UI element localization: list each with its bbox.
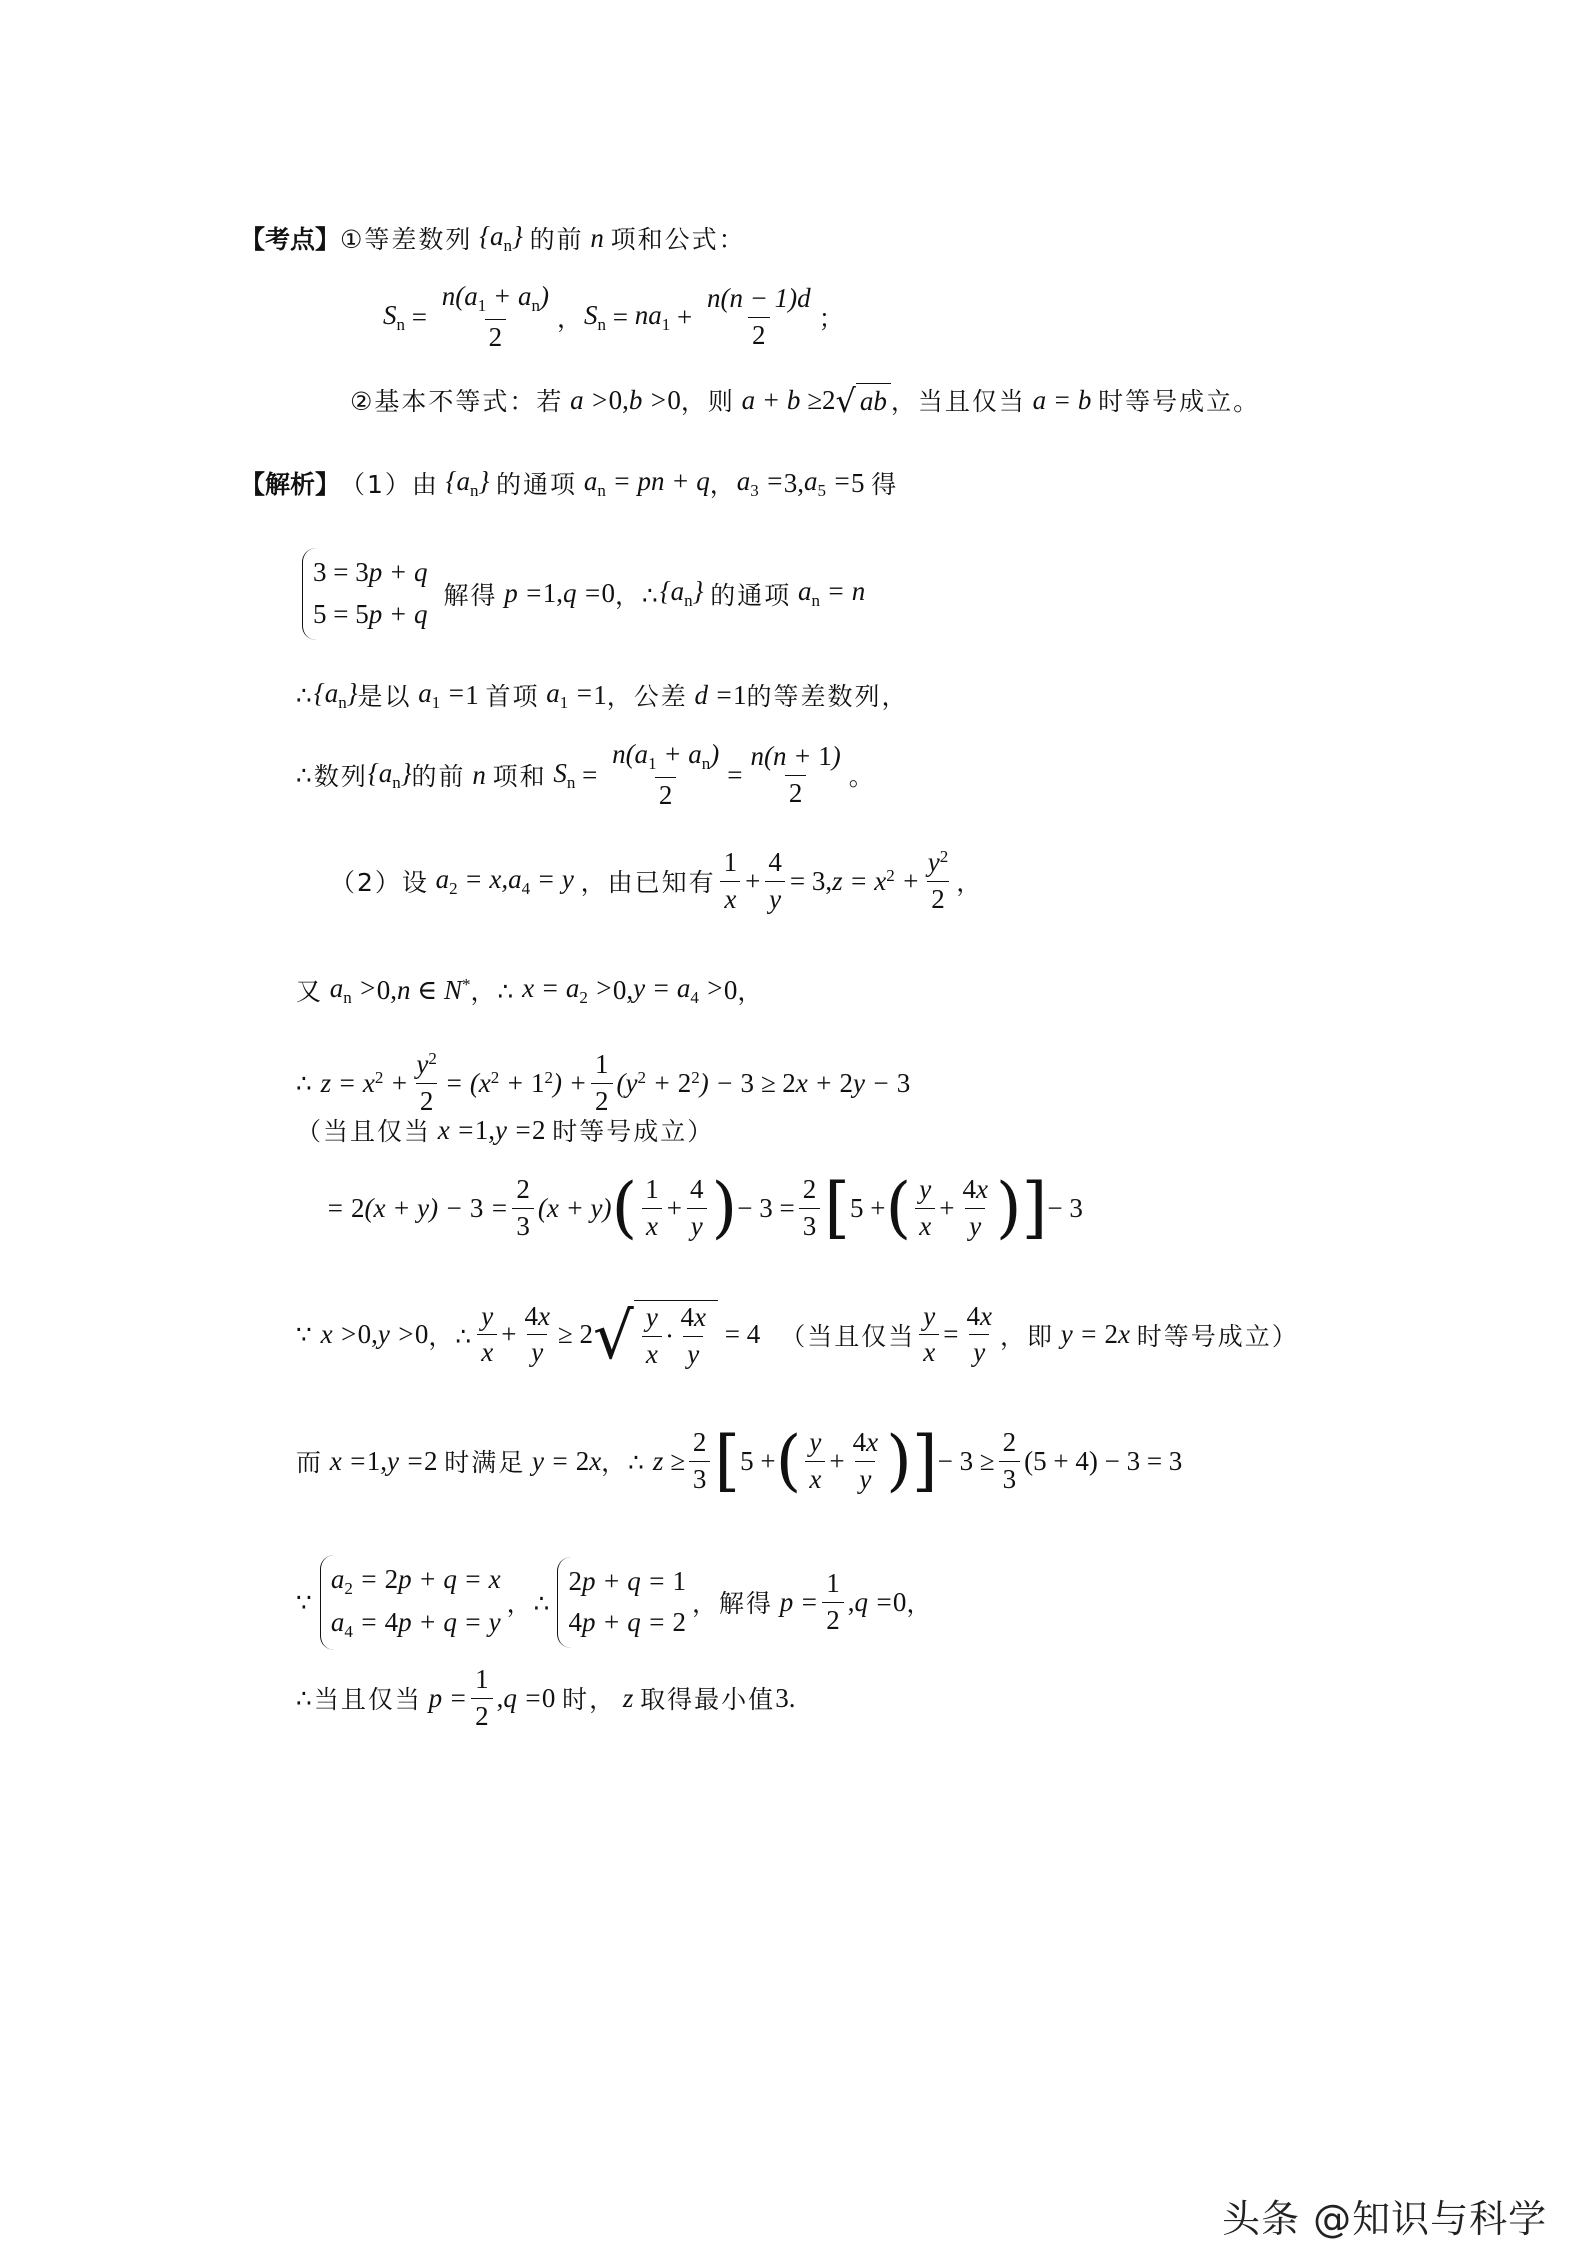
part2-label: （2）设 <box>330 868 429 898</box>
fraction: $\frac{y}{x}$ <box>915 1175 935 1241</box>
fraction: $\frac{1}{2}$ <box>471 1665 493 1731</box>
fraction: $\frac{4x}{y}$ <box>966 1300 992 1368</box>
text-de: 得 <box>871 470 899 499</box>
text-gongcha: ，公差 <box>606 682 688 711</box>
fraction: $\frac{4x}{y}$ <box>524 1300 550 1368</box>
text-you: 又 <box>296 977 324 1006</box>
rewrite-line: = 2(x + y) − 3 = $\frac{2}{3}$ (x + y) ( $\frac{1}{x}$ + $\frac{4}{y}$ ) − 3 = $\frac{2}{3}$ [ 5 + ( $\frac{y}{x}$ + $\frac{4x}{y}$ ) ] − 3 <box>326 1169 1083 1247</box>
fraction: $\frac{4}{y}$ <box>686 1175 708 1241</box>
final-end: 取得最小值 <box>640 1685 776 1715</box>
final-pre: 当且仅当 <box>313 1685 422 1715</box>
text-qian: 的前 <box>411 762 466 792</box>
z-min-line: 而 x = 1, y = 2 时满足 y = 2x ，∴ z ≥ $\frac{2}{3}$ [ 5 + ( $\frac{y}{x}$ + $\frac{4x}{y}$ ) ] − 3 ≥ $\frac{2}{3}$ (5 + 4) − 3 = 3 <box>296 1422 1183 1500</box>
text-shiyi: 是以 <box>357 682 412 711</box>
note2-mid: ，即 <box>999 1321 1054 1351</box>
fraction: $\frac{4x}{y}$ <box>852 1427 879 1494</box>
text-jiede: 解得 <box>443 580 498 610</box>
text-shulie: 数列 <box>313 762 368 792</box>
kaodian-line <box>240 220 746 256</box>
equation-system: 2p + q = 1 4p + q = 2 <box>557 1557 685 1649</box>
equation-system: $a_2 = 2p + q = x$ $a_4 = 4p + q = y$ <box>320 1555 501 1650</box>
part1-label: （1）由 <box>340 470 439 499</box>
fraction: $\frac{2}{3}$ <box>999 1428 1021 1494</box>
fraction: $\frac{4x}{y}$ <box>680 1302 707 1369</box>
note1-text: （当且仅当 <box>296 1117 432 1146</box>
text-end: 时等号成立。 <box>1098 387 1261 416</box>
amgm-line: ∵ x > 0, y > 0 ，∴ $\frac{y}{x}$ + $\frac{4x}{y}$ ≥ 2 √ $\frac{y}{x}$ · $\frac{4x}{y}$ = 4 （当且仅当 $\frac{y}{x}$ = $\frac{4x}{y}$ ，即 y = 2x 时等号成立） <box>296 1300 1299 1375</box>
text-youyizhi: ，由已知有 <box>580 868 716 898</box>
text-when: ，当且仅当 <box>890 387 1026 416</box>
fraction: $\frac{y}{x}$ <box>805 1428 825 1494</box>
fraction: $\frac{2}{3}$ <box>689 1428 711 1494</box>
system1-line: 3 = 3p + q 5 = 5p + q 解得 p = 1, q = 0 ，∴ $\{a_n\}$ 的通项 $a_n = n$ <box>296 548 865 640</box>
text-shouxiang: 首项 <box>485 682 540 711</box>
math-sn-formula: $S_n$ <box>383 299 405 334</box>
sqrt: √ $\frac{y}{x}$ · $\frac{4x}{y}$ <box>593 1300 718 1369</box>
kaodian-item2: ②基本不等式：若 <box>350 387 564 416</box>
fraction: $\frac{1}{x}$ <box>641 1175 663 1241</box>
equation-system: 3 = 3p + q 5 = 5p + q <box>302 548 427 640</box>
text-jiede2: ，解得 <box>691 1589 773 1619</box>
part2-line: （2）设 $a_2 = x,a_4 = y$ ，由已知有 $\frac{1}{x}$ + $\frac{4}{y}$ = 3, $z = x^2$ + $\frac{y^2}{2}$ ， <box>330 847 984 914</box>
watermark: 头条 @知识与科学 <box>1222 2197 1548 2241</box>
fraction: $\frac{n(a_1 + a_n)}{2}$ <box>441 281 549 352</box>
text-xianghe: 项和 <box>492 762 547 792</box>
final-value: 3. <box>775 1682 796 1713</box>
jiexi-line: 【解析】 （1）由 $\{a_n\}$ 的通项 $a_n$ = pn + q ， $a_3$ = 3, $a_5$ = 5 得 <box>240 465 899 500</box>
sn-formula-line: $S_n$ = $\frac{n(a_1 + a_n)}{2}$ ， $S_n$ = $na_1$ + $\frac{n(n - 1)d}{2}$ ； <box>383 281 846 352</box>
fraction: $\frac{y}{x}$ <box>919 1302 939 1368</box>
inequality-line: ②基本不等式：若 a > 0, b > 0 ，则 a + b ≥ 2 √ ab ，当且仅当 a = b 时等号成立。 <box>350 382 1261 420</box>
text-manzu: 时满足 <box>444 1448 526 1478</box>
fraction: $\frac{y^2}{2}$ <box>416 1049 437 1116</box>
fraction: $\frac{y}{x}$ <box>642 1303 662 1369</box>
text-dengcha: 的等差数列， <box>746 682 909 711</box>
fraction: $\frac{2}{3}$ <box>512 1175 534 1241</box>
note2-end: 时等号成立） <box>1136 1321 1299 1351</box>
fraction: $\frac{1}{2}$ <box>591 1050 613 1116</box>
math-an-set: $\{a_n\}$ <box>472 220 530 255</box>
final-mid: 时， <box>562 1685 617 1715</box>
jiexi-label: 【解析】 <box>240 470 341 499</box>
kaodian-item1: ①等差数列 <box>340 225 473 254</box>
sum-line: ∴ 数列 $\{a_n\}$ 的前 n 项和 $S_n$ = $\frac{n(a_1 + a_n)}{2}$ = $\frac{n(n + 1)}{2}$ 。 <box>296 739 876 810</box>
text-tongxiang2: 的通项 <box>710 580 792 610</box>
text-tongxiang: 的通项 <box>496 470 578 499</box>
fraction: $\frac{n(a_1 + a_n)}{2}$ <box>612 739 720 810</box>
note1-end: 时等号成立） <box>552 1117 715 1146</box>
fraction: $\frac{y}{x}$ <box>477 1302 497 1368</box>
math-n: n <box>583 222 611 253</box>
kaodian-label: 【考点】 <box>240 225 341 254</box>
note2-text: （当且仅当 <box>780 1321 916 1351</box>
system2-line: ∵ $a_2 = 2p + q = x$ $a_4 = 4p + q = y$ ，∴ 2p + q = 1 4p + q = 2 ，解得 p = $\frac{1}{2}$ , q = 0 ， <box>296 1555 933 1650</box>
text-period: 。 <box>848 762 876 792</box>
z-expansion-line: ∴ $z = x^2$ + $\frac{y^2}{2}$ = $(x^2 + 1^2)$ + $\frac{1}{2}$ $(y^2 + 2^2) - 3 \ge 2x + 2y - 3$ <box>296 1049 911 1116</box>
fraction: $\frac{n(n - 1)d}{2}$ <box>706 283 811 350</box>
kaodian-item1-tail: 的前 <box>529 225 584 254</box>
fraction: $\frac{1}{2}$ <box>822 1569 844 1635</box>
text-er: 而 <box>296 1448 324 1478</box>
fraction: $\frac{2}{3}$ <box>799 1175 821 1241</box>
fraction: $\frac{4}{y}$ <box>764 848 786 914</box>
first-term-line: ∴ $\{a_n\}$ 是以 $a_1$ = 1 首项 $a_1$ = 1 ，公差 d = 1 的等差数列， <box>296 677 909 712</box>
final-line: ∴ 当且仅当 p = $\frac{1}{2}$ , q = 0 时， z 取得最小值 3. <box>296 1664 796 1731</box>
kaodian-item1-tail2: 项和公式： <box>610 225 746 254</box>
fraction: $\frac{y^2}{2}$ <box>927 847 949 914</box>
fraction: $\frac{n(n + 1)}{2}$ <box>750 741 841 808</box>
text-then: ，则 <box>680 387 735 416</box>
fraction: $\frac{4x}{y}$ <box>962 1174 988 1241</box>
note1-line: （当且仅当 x = 1, y = 2 时等号成立） <box>296 1112 714 1148</box>
fraction: $\frac{1}{x}$ <box>720 848 742 914</box>
positive-line: 又 $a_n$ > 0, n ∈ N* ，∴ $x = a_2$ > 0, $y = a_4$ > 0 ， <box>296 972 765 1007</box>
sqrt: √ ab <box>835 383 890 417</box>
